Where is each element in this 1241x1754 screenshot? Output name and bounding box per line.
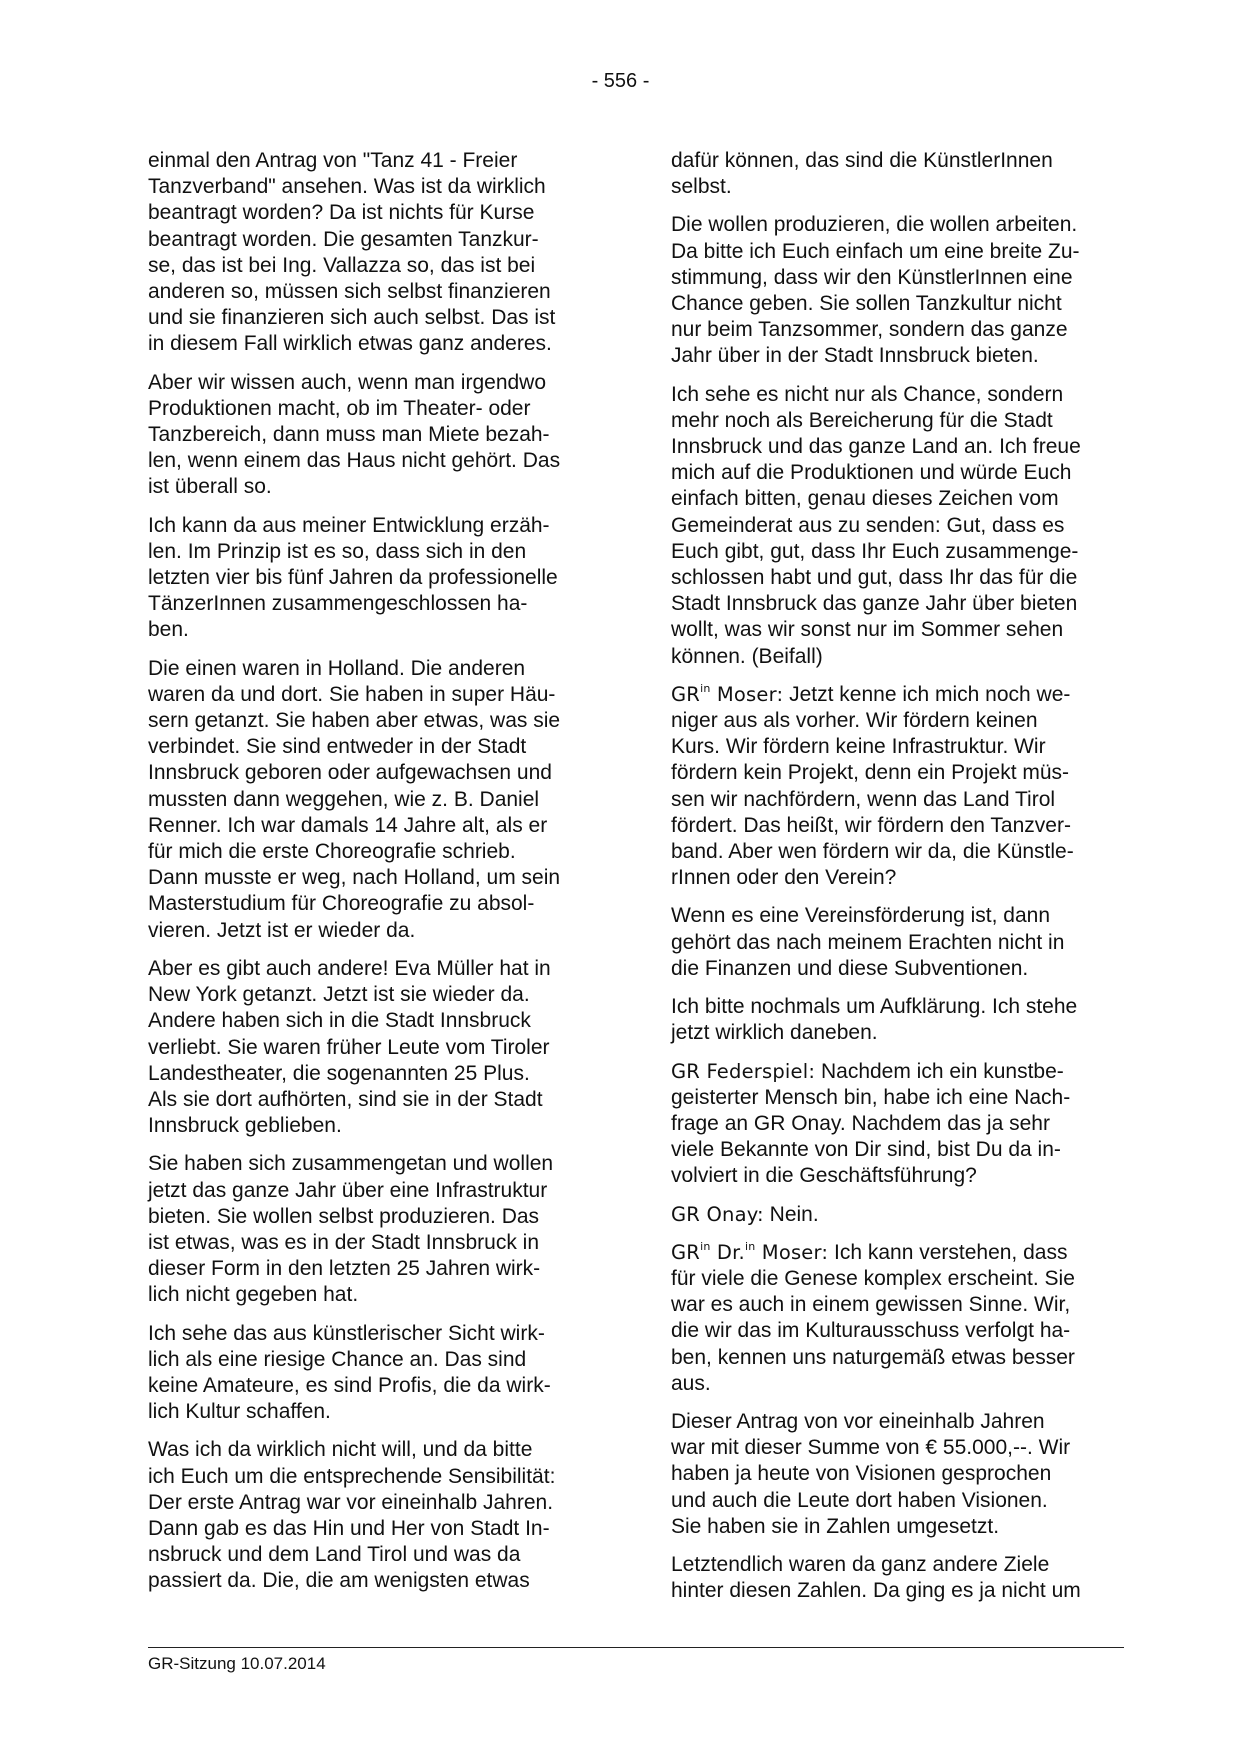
paragraph: Ich bitte nochmals um Aufklärung. Ich stehe jetzt wirklich daneben. [671, 995, 1078, 1045]
paragraph: Aber es gibt auch andere! Eva Müller hat in New York getanzt. Jetzt ist sie wieder da. Andere haben sich in die Stadt Innsbruck verliebt. Sie waren früher Leute vom Tiroler Landestheater, die sogenannten 25 Plus. Als sie dort aufhörten, sind sie in der Stadt Innsbruck geblieben. [148, 956, 551, 1138]
paragraph: Dieser Antrag von vor eineinhalb Jahren war mit dieser Summe von € 55.000,--. Wir haben ja heute von Visionen gesprochen und auch die Leute dort haben Visionen. Sie haben sie in Zahlen umgesetzt. [671, 1409, 1071, 1538]
speech-paragraph [671, 1240, 1123, 1397]
paragraph: einmal den Antrag von "Tanz 41 - Freier Tanzverband" ansehen. Was ist da wirklich beantragt worden? Da ist nichts für Kurse beantragt worden. Die gesamten Tanzkur- se, das ist bei Ing. Vallazza so, das ist bei anderen so, müssen sich selbst finanzieren und sie finanzieren sich auch selbst. Das ist in diesem Fall wirklich etwas ganz anderes. [148, 149, 556, 356]
speech-paragraph [671, 682, 1123, 892]
speech-text: Nein. [763, 1202, 819, 1226]
paragraph: Wenn es eine Vereinsförderung ist, dann gehört das nach meinem Erachten nicht in die Finanzen und diese Subventionen. [671, 904, 1065, 980]
speech-text: Nachdem ich ein kunstbe- geisterter Mensch bin, habe ich eine Nach- frage an GR Onay. Nachdem das ja sehr viele Bekannte von Dir sind, bist Du da in- volviert in die Geschäftsführung? [671, 1059, 1071, 1188]
speaker-label: GR Onay: [671, 1202, 764, 1226]
paragraph: Sie haben sich zusammengetan und wollen jetzt das ganze Jahr über eine Infrastruktur bieten. Sie wollen selbst produzieren. Das ist etwas, was es in der Stadt Innsbruck in dieser Form in den letzten 25 Jahren wirk- lich nicht gegeben hat. [148, 1152, 554, 1307]
speech-paragraph [671, 1059, 1123, 1190]
paragraph: Ich sehe es nicht nur als Chance, sondern mehr noch als Bereicherung für die Stadt Innsbruck und das ganze Land an. Ich freue mich auf die Produktionen und würde Euch einfach bitten, genau dieses Zeichen vom Gemeinderat aus zu senden: Gut, dass es Euch gibt, gut, dass Ihr Euch zusammenge- schlossen habt und gut, dass Ihr das für die Stadt Innsbruck das ganze Jahr über bieten wollt, was wir sonst nur im Sommer sehen können. (Beifall) [671, 382, 1081, 668]
paragraph: Die einen waren in Holland. Die anderen waren da und dort. Sie haben in super Häu- sern getanzt. Sie haben aber etwas, was sie verbindet. Sie sind entweder in der Stadt Innsbruck geboren oder aufgewachsen und mussten dann weggehen, wie z. B. Daniel Renner. Ich war damals 14 Jahre alt, als er für mich die erste Choreografie schrieb. Dann musste er weg, nach Holland, um sein Masterstudium für Choreografie zu absol- vieren. Jetzt ist er wieder da. [148, 656, 561, 942]
footer-divider [148, 1647, 1124, 1648]
paragraph: Letztendlich waren da ganz andere Ziele hinter diesen Zahlen. Da ging es ja nicht um [671, 1552, 1081, 1603]
right-column [671, 148, 1123, 1616]
speaker-label: $GR^{in}$ Moser: [671, 681, 784, 706]
speaker-label: GR Federspiel: [671, 1059, 816, 1083]
paragraph: Die wollen produzieren, die wollen arbeiten. Da bitte ich Euch einfach um eine breite Zu- stimmung, dass wir den KünstlerInnen eine Chance geben. Sie sollen Tanzkultur nicht nur beim Tanzsommer, sondern das ganze Jahr über in der Stadt Innsbruck bieten. [671, 213, 1080, 368]
left-column [148, 148, 600, 1607]
speech-text: Jetzt kenne ich mich noch we- niger aus als vorher. Wir fördern keinen Kurs. Wir fördern keine Infrastruktur. Wir fördern kein Projekt, denn ein Projekt müs- sen wir nachfördern, wenn das Land Tirol fördert. Das heißt, wir fördern den Tanzver- band. Aber wen fördern wir da, die Künstle- rInnen oder den Verein? [671, 682, 1074, 890]
footer-text: GR-Sitzung 10.07.2014 [148, 1654, 326, 1673]
speaker-label: $GR^{in}$ Dr.$^{in}$ Moser: [671, 1239, 829, 1264]
paragraph: Was ich da wirklich nicht will, und da bitte ich Euch um die entsprechende Sensibilität: Der erste Antrag war vor eineinhalb Jahren. Dann gab es das Hin und Her von Stadt In- nsbruck und dem Land Tirol und was da passiert da. Die, die am wenigsten etwas [148, 1438, 556, 1593]
paragraph: dafür können, das sind die KünstlerInnen selbst. [671, 149, 1053, 199]
paragraph: Aber wir wissen auch, wenn man irgendwo Produktionen macht, ob im Theater- oder Tanzbereich, dann muss man Miete bezah- len, wenn einem das Haus nicht gehört. Das ist überall so. [148, 370, 561, 499]
paragraph: Ich sehe das aus künstlerischer Sicht wirk- lich als eine riesige Chance an. Das sind keine Amateure, es sind Profis, die da wirk- lich Kultur schaffen. [148, 1321, 551, 1424]
speech-paragraph [671, 1202, 1123, 1228]
speech-text: Ich kann verstehen, dass für viele die Genese komplex erscheint. Sie war es auch in einem gewissen Sinne. Wir, die wir das im Kulturausschuss verfolgt ha- ben, kennen uns naturgemäß etwas besser aus. [671, 1240, 1075, 1395]
paragraph: Ich kann da aus meiner Entwicklung erzäh- len. Im Prinzip ist es so, dass sich in den letzten vier bis fünf Jahren da professionelle TänzerInnen zusammengeschlossen ha- ben. [148, 513, 558, 642]
page-number: - 556 - [591, 70, 650, 92]
